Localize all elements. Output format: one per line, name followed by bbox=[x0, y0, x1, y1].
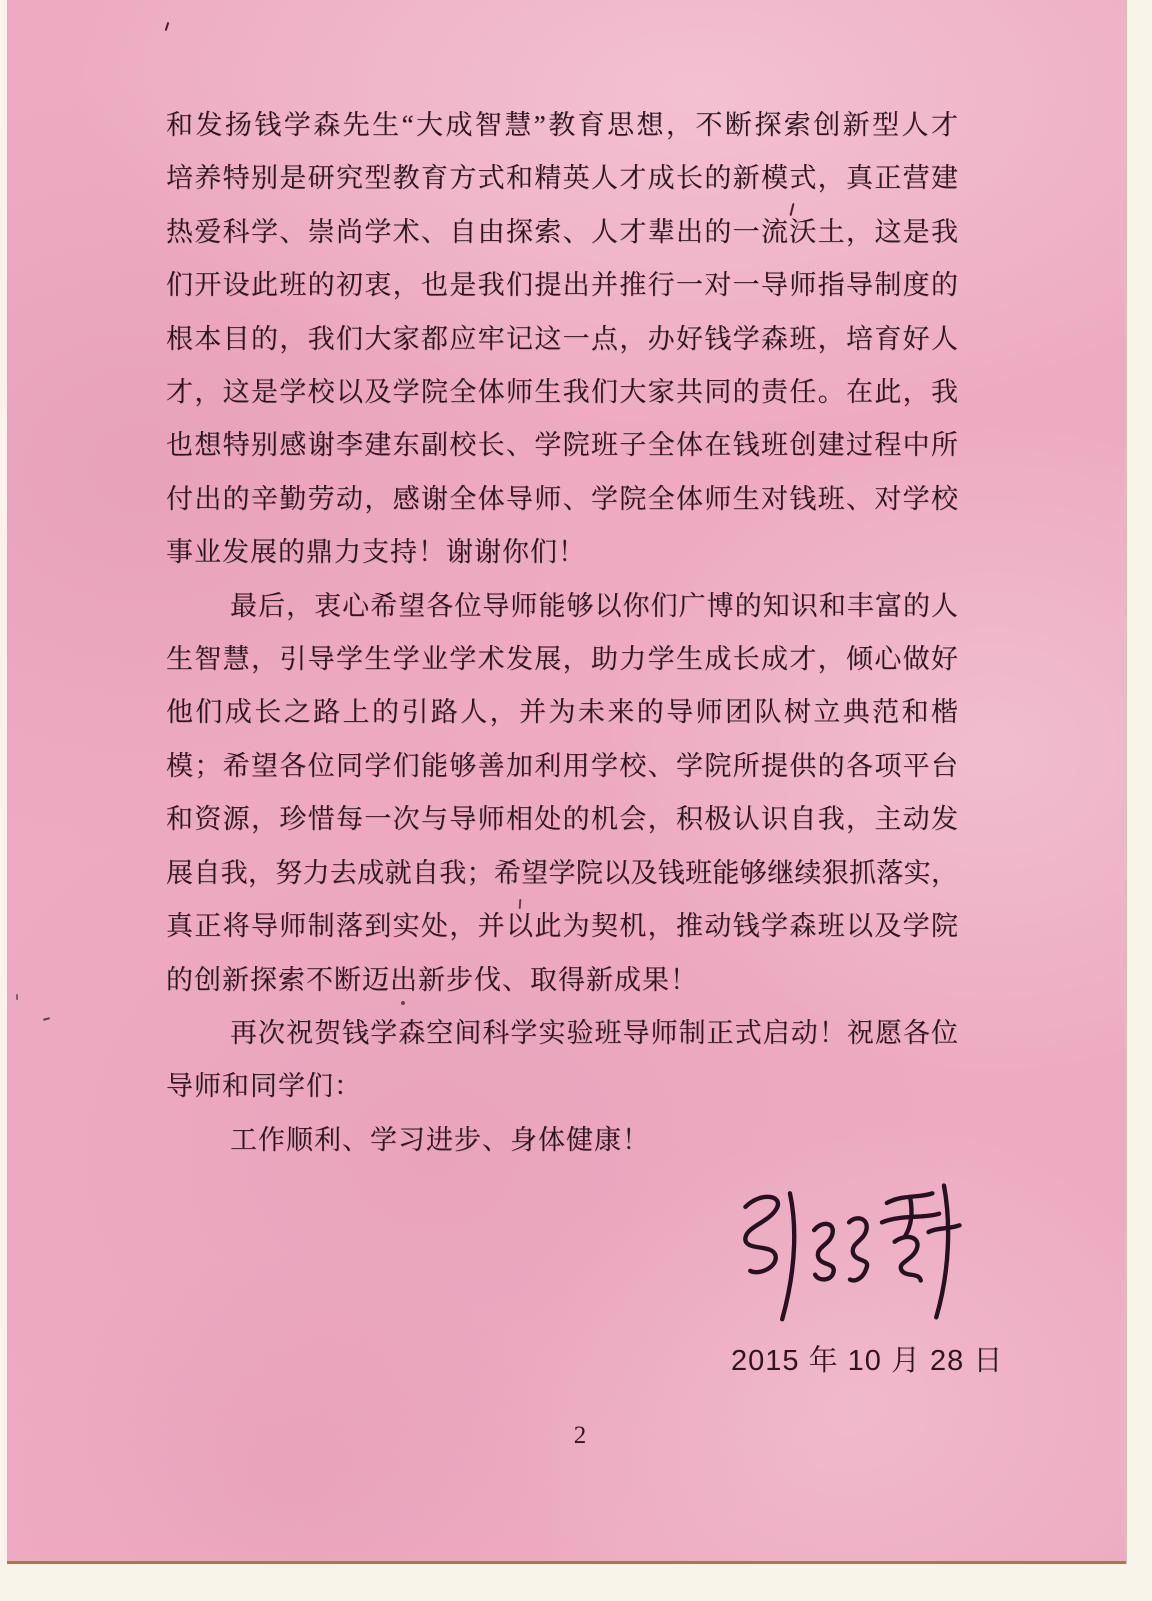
letter-line: 真正将导师制落到实处，并以此为契机，推动钱学森班以及学院 bbox=[166, 911, 958, 942]
letter-line: 付出的辛勤劳动，感谢全体导师、学院全体师生对钱班、对学校 bbox=[166, 483, 958, 514]
letter-line: 和资源，珍惜每一次与导师相处的机会，积极认识自我，主动发 bbox=[166, 804, 958, 835]
letter-line: 也想特别感谢李建东副校长、学院班子全体在钱班创建过程中所 bbox=[166, 430, 958, 461]
letter-line: 培养特别是研究型教育方式和精英人才成长的新模式，真正营建 bbox=[166, 163, 958, 194]
letter-line: 他们成长之路上的引路人，并为未来的导师团队树立典范和楷 bbox=[166, 697, 958, 728]
letter-line: 们开设此班的初衷，也是我们提出并推行一对一导师指导制度的 bbox=[166, 270, 958, 301]
letter-line: 和发扬钱学森先生“大成智慧”教育思想，不断探索创新型人才 bbox=[166, 110, 958, 140]
letter-line: 再次祝贺钱学森空间科学实验班导师制正式启动！祝愿各位 bbox=[230, 1017, 958, 1048]
letter-line: 生智慧，引导学生学业学术发展，助力学生成长成才，倾心做好 bbox=[166, 644, 958, 675]
letter-line: 导师和同学们： bbox=[166, 1071, 362, 1102]
letter-body-text bbox=[166, 99, 958, 1167]
letter-line: 最后，衷心希望各位导师能够以你们广博的知识和丰富的人 bbox=[230, 590, 958, 621]
letter-line: 模；希望各位同学们能够善加利用学校、学院所提供的各项平台 bbox=[166, 750, 958, 781]
handwritten-signature bbox=[716, 1172, 986, 1327]
letter-line: 展自我，努力去成就自我；希望学院以及钱班能够继续狠抓落实， bbox=[166, 857, 958, 888]
page-number: 2 bbox=[573, 1422, 587, 1449]
letter-line: 事业发展的鼎力支持！谢谢你们！ bbox=[166, 537, 586, 568]
letter-line: 热爱科学、崇尚学术、自由探索、人才辈出的一流沃土，这是我 bbox=[166, 216, 958, 247]
letter-line: 工作顺利、学习进步、身体健康！ bbox=[230, 1124, 650, 1155]
letter-date: 2015 年 10 月 28 日 bbox=[731, 1345, 1004, 1377]
scan-speck bbox=[165, 22, 170, 31]
scan-speck bbox=[16, 994, 18, 1000]
scan-speck bbox=[43, 1017, 50, 1021]
letter-line: 的创新探索不断迈出新步伐、取得新成果！ bbox=[166, 964, 698, 995]
letter-line: 才，这是学校以及学院全体师生我们大家共同的责任。在此，我 bbox=[166, 377, 958, 408]
letter-line: 根本目的，我们大家都应牢记这一点，办好钱学森班，培育好人 bbox=[166, 323, 958, 354]
signature-strokes bbox=[716, 1172, 986, 1327]
